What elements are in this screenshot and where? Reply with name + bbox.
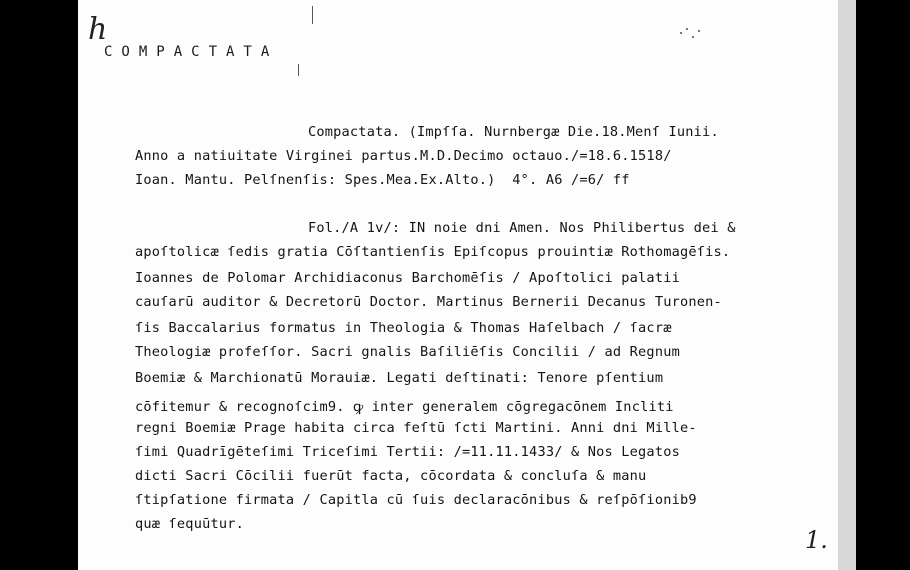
body-line: cauſarū auditor & Decretorū Doctor. Martinus Bernerii Decanus Turonen- — [135, 294, 722, 310]
body-line: ſimi Quadrīgēteſimi Triceſimi Tertii: /=11.11.1433/ & Nos Legatos — [135, 444, 680, 460]
body-line: dicti Sacri Cōcilii fuerūt facta, cōcordata & concluſa & manu — [135, 468, 647, 484]
entry-line: Ioan. Mantu. Pelſnenſis: Spes.Mea.Ex.Alto.) 4°. A6 /=6/ ff — [135, 172, 630, 188]
body-line: apoſtolicæ ſedis gratia Cōſtantienſis Epiſcopus prouintiæ Rothomagēſis. — [135, 244, 731, 260]
entry-line: Compactata. (Impſſa. Nurnbergæ Die.18.Menſ Iunii. — [308, 124, 719, 140]
body-line: Fol./A 1v/: IN noie dni Amen. Nos Philibertus dei & — [308, 220, 736, 236]
body-line: ſis Baccalarius formatus in Theologia & Thomas Haſelbach / ſacræ — [135, 320, 672, 336]
body-line: Theologiæ profeſſor. Sacri gnalis Baſiliēſis Concilii / ad Regnum — [135, 344, 680, 360]
page-mark: 1. — [805, 526, 828, 554]
entry-line: Anno a natiuitate Virginei partus.M.D.Decimo octauo./=18.6.1518/ — [135, 148, 672, 164]
stray-marks — [680, 28, 702, 44]
tick-mark — [312, 6, 313, 24]
body-line: Boemiæ & Marchionatū Morauiæ. Legati deſtinati: Tenore pſentium — [135, 370, 664, 386]
body-line: cōfitemur & recognoſcim9. ꝙ inter generalem cōgregacōnem Incliti — [135, 399, 674, 415]
card-heading: COMPACTATA — [104, 44, 279, 60]
card-edge — [838, 0, 856, 570]
margin-mark: h — [88, 12, 108, 47]
body-line: regni Boemiæ Prage habita circa feſtū ſcti Martini. Anni dni Mille- — [135, 420, 697, 436]
body-line: Ioannes de Polomar Archidiaconus Barchomēſis / Apoſtolici palatii — [135, 270, 680, 286]
body-line: quæ ſequūtur. — [135, 516, 244, 532]
tick-mark — [298, 64, 299, 76]
body-line: ſtipſatione firmata / Capitla cū ſuis declaracōnibus & reſpōſionib9 — [135, 492, 697, 508]
